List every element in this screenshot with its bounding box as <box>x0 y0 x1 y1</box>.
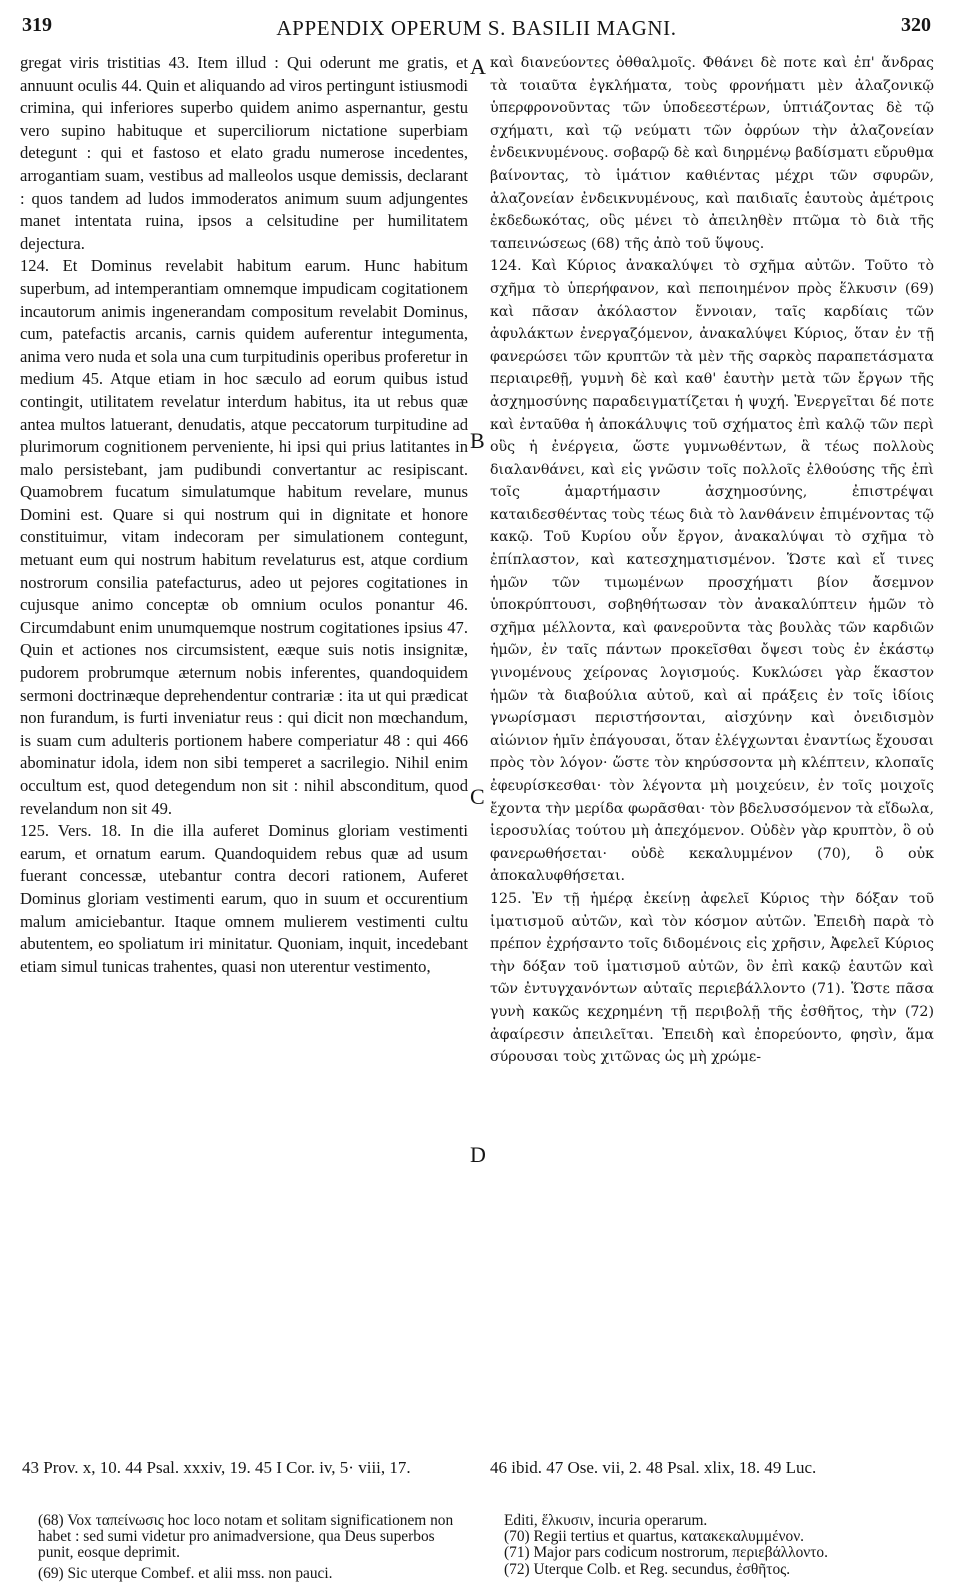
scripture-footnotes-right: 46 ibid. 47 Ose. vii, 2. 48 Psal. xlix, 18. 49 Luc. <box>490 1458 817 1477</box>
latin-paragraph: gregat viris tristitias 43. Item illud : Qui oderunt me gratis, et annuunt oculis 44. Quin et aliquando ad viros pertingunt istiusmodi crimina, qui inferiores superbo quidem animo aspernantur, gestu vero supino habituque et superciliorum nictatione superbiam detegunt : qui et fastoso et elato gradu numerose incedentes, arrogantiam suam, vestibus ad malleolos usque demissis, declarant : quos tandem ad ludos immoderatos animum suum adjungentes manet intentata ruina, ipsos a celsitudine per humilitatem dejectura. <box>20 53 468 253</box>
latin-column <box>20 52 468 978</box>
margin-letter: B <box>470 428 485 453</box>
note-69: (69) Sic uterque Combef. et alii mss. non pauci. <box>38 1564 333 1582</box>
scripture-footnotes-left: 43 Prov. x, 10. 44 Psal. xxxiv, 19. 45 I Cor. iv, 5· viii, 17. <box>22 1458 411 1477</box>
margin-letter: D <box>470 1142 486 1167</box>
greek-paragraph: καὶ διανεύοντες ὀθθαλμοῖς. Φθάνει δὲ ποτε καὶ ἐπ' ἄνδρας τὰ τοιαῦτα ἐγκλήματα, τοὺς φρονήματι μὲν ἀλαζονικῷ ὑπερφρονοῦντας τῶν ὑποδεεστέρων, ὑπτιάζοντας δὲ τῷ σχήματι, καὶ τῷ νεύματι τῶν ὀφρύων τὴν ἀλαζονείαν ἐνδεικνυμένους. σοβαρῷ δὲ καὶ διηρμένῳ βαδίσματι εὔρυθμα βαίνοντας, τὸ ἱμάτιον καθιέντας μέχρι τῶν σφυρῶν, ἀλαζονείαν ἐνδεικνυμένους, καὶ παιδιαῖς ἑαυτοὺς ἀμέτροις ἐκδεδωκότας, οὓς μένει τὸ ἀπειληθὲν πτῶμα τὸ διὰ τῆς ταπεινώσεως (68) τῆς ἀπὸ τοῦ ὕψους. <box>490 55 934 252</box>
greek-column <box>490 52 934 1069</box>
note-72: (72) Uterque Colb. et Reg. secundus, ἐσθῆτος. <box>504 1560 791 1578</box>
greek-paragraph: 125. Ἐν τῇ ἡμέρᾳ ἐκείνῃ ἀφελεῖ Κύριος τὴν δόξαν τοῦ ἱματισμοῦ αὐτῶν, καὶ τὸν κόσμον αὐτῶν. Ἐπειδὴ παρὰ τὸ πρέπον ἐχρήσαντο τοῖς διδομένοις εἰς χρῆσιν, Ἀφελεῖ Κύριος τὴν δόξαν τοῦ ἱματισμοῦ αὐτῶν, ὃν ἐπὶ κακῷ ἑαυτῶν καὶ τῶν ἐντυγχανόντων αὐταῖς περιεβάλλοντο (71). Ὥστε πᾶσα γυνὴ κακῶς κεχρημένη τῇ περιβολῇ τῆς ἐσθῆτος, τὴν (72) ἀφαίρεσιν ἀπειλεῖται. Ἐπειδὴ καὶ ἐπορεύοντο, φησὶν, ἅμα σύρουσαι τοὺς χιτῶνας ὡς μὴ χρώμε- <box>490 890 934 1066</box>
running-header <box>22 14 931 44</box>
critical-notes-left <box>38 1513 470 1582</box>
greek-paragraph: 124. Καὶ Κύριος ἀνακαλύψει τὸ σχῆμα αὐτῶν. Τοῦτο τὸ σχῆμα τὸ ὑπερήφανον, καὶ πεποιημένον πρὸς ἕλκυσιν (69) καὶ πᾶσαν ἀκόλαστον ἔννοιαν, ταῖς καρδίαις τῶν ἀφυλάκτων ἐνεργαζόμενον, ἀνακαλύψει Κύριος, ὅταν ἐν τῇ φανερώσει τῶν κρυπτῶν τὰ μὲν τῆς σαρκὸς παραπετάσματα περιαιρεθῇ, γυμνὴ δὲ καὶ καθ' ἑαυτὴν μετὰ τῶν ἔργων τῆς ἀσχημοσύνης παραδειγματίζεται ἡ ψυχή. Ἐνεργεῖται δέ ποτε καὶ ἐνταῦθα ἡ ἀποκάλυψις τοῦ σχήματος ἐπὶ καλῷ τῶν περὶ οὓς ἡ ἐνέργεια, ὥστε γυμνωθέντων, ἃ τέως πολλοὺς διαλανθάνει, καὶ εἰς γνῶσιν τοῖς πολλοῖς ἐλθούσης τῆς ἐπὶ τοῖς ἁμαρτήμασιν ἀσχημοσύνης, ἐπιστρέψαι καταιδεσθέντας τοὺς τέως διὰ τὸ λανθάνειν ἐπιμένοντας τῷ κακῷ. Τοῦ Κυρίου οὖν ἔργον, ἀνακαλύψαι τὸ σχῆμα τὸ ἐπίπλαστον, καὶ κατεσχηματισμένον. Ὥστε καὶ εἴ τινες ἡμῶν τῶν τιμωμένων προσχήματι βίον ἄσεμνον ὑποκρύπτουσι, σοβηθήτωσαν τὸν ἀνακαλύπτειν ἡμῶν τὸ σχῆμα μέλλοντα, καὶ φανεροῦντα τὰς βουλὰς τῶν καρδιῶν ἡμῶν, ἐν ταῖς πάντων προκεῖσθαι ὄψεσι τοὺς ἐν ἑκάστῳ γινομένους χείρονας λογισμούς. Κυκλώσει γὰρ ἕκαστον ἡμῶν τὰ διαβούλια αὐτοῦ, καὶ αἱ πράξεις ἐν τοῖς ἰδίοις γνωρίσμασι περιστήσονται, αἰσχύνην καὶ ὀνειδισμὸν αἰώνιον ἡμῖν ἐπάγουσαι, ὅταν ἐλέγχωνται ἐναντίως ἔχουσαι πρὸς τὸν λόγον· ὥστε τὸν κηρύσσοντα μὴ κλέπτειν, κλοπαῖς ἐφευρίσκεσθαι· τὸν λέγοντα μὴ μοιχεύειν, ἐν τοῖς μοιχοῖς ἔχοντα τὴν μερίδα φωρᾶσθαι· τὸν βδελυσσόμενον τὰ εἴδωλα, ἱεροσυλίας τούτου μὴ ἀπεχόμενον. Οὐδὲν γὰρ κρυπτὸν, ὃ οὐ φανερωθήσεται· οὐδὲ κεκαλυμμένον (70), ὃ οὐκ ἀποκαλυφθήσεται. <box>490 258 934 885</box>
running-title: APPENDIX OPERUM S. BASILII MAGNI. <box>276 16 677 40</box>
margin-letter: A <box>470 54 486 79</box>
latin-paragraph: 125. Vers. 18. In die illa auferet Dominus gloriam vestimenti earum, et ornatum earum. Quandoquidem rebus quæ ad usum fuerant concessæ, utebantur contra decori rationem, Auferet Dominus gloriam vestimenti earum, quo in suum et occurentium malum amiciebantur. Itaque omnem mulierem vestimenti cultu abutentem, eo spoliatum iri minitatur. Quoniam, inquit, incedebant etiam simul tunicas trahentes, quasi non uterentur vestimento, <box>20 821 468 976</box>
note-71: (71) Major pars codicum nostrorum, περιεβάλλοντο. <box>504 1544 828 1562</box>
note-70: (70) Regii tertius et quartus, κατακεκαλυμμένον. <box>504 1528 805 1546</box>
page-number-left: 319 <box>22 14 52 36</box>
critical-notes-right <box>504 1513 934 1578</box>
note-68: (68) Vox ταπείνωσις hoc loco notam et solitam significationem non habet : sed sumi videtur pro animadversione, qua Deus superbos punit, eosque deprimit. <box>38 1512 454 1562</box>
margin-letter: C <box>470 784 485 809</box>
latin-paragraph: 124. Et Dominus revelabit habitum earum. Hunc habitum superbum, ad intemperantiam omnemque impudicam cogitationem incautorum animis ingenerandam compositum revelabit Dominus, cum, patefactis arcanis, carnis quidem auferentur integumenta, anima vero nuda et sola una cum turpitudinis operibus proferetur in medium 45. Atque etiam in hoc sæculo ad eorum quibus istud contingit, utilitatem revelatur interdum habitus, ita ut rebus quæ antea multos latuerant, denudatis, atque peccatorum turpitudine ad plurimorum cognitionem perveniente, hi ipsi qui prius latitantes in malo persistebant, jam pudibundi convertantur ac resipiscant. Quamobrem fucatum simulatumque habitum revelare, munus Domini est. Quare si qui nostrum qui in dignitate et honore constituimur, vitam indecoram per simulationem contegunt, metuant eum qui nostrum habitum revelaturus est, atque cordium nostrorum consilia patefacturus, adeo ut pejores cogitationes in cujusque animo conceptæ ob omnium oculos ponantur 46. Circumdabunt enim unumquemque nostrum cogitationes ipsius 47. Quin et actiones nos circumsistent, eæque suis notis insignitæ, pudorem probrumque æternum nobis inferentes, quandoquidem sermoni doctrinæque deprehendentur contrariæ : ita ut qui prædicat non furandum, is furti inveniatur reus : qui dicit non mœchandum, is suam cum adulteris portionem habere comperiatur 48 : qui 466 abominatur idola, idem non sibi temperet a sacrilegio. Nihil enim occultum est, quod detegendum non sit : nihil absconditum, quod revelandum non sit 49. <box>20 256 468 818</box>
note-69-continued: Editi, ἕλκυσιν, incuria operarum. <box>504 1512 708 1529</box>
page-number-right: 320 <box>901 14 931 36</box>
